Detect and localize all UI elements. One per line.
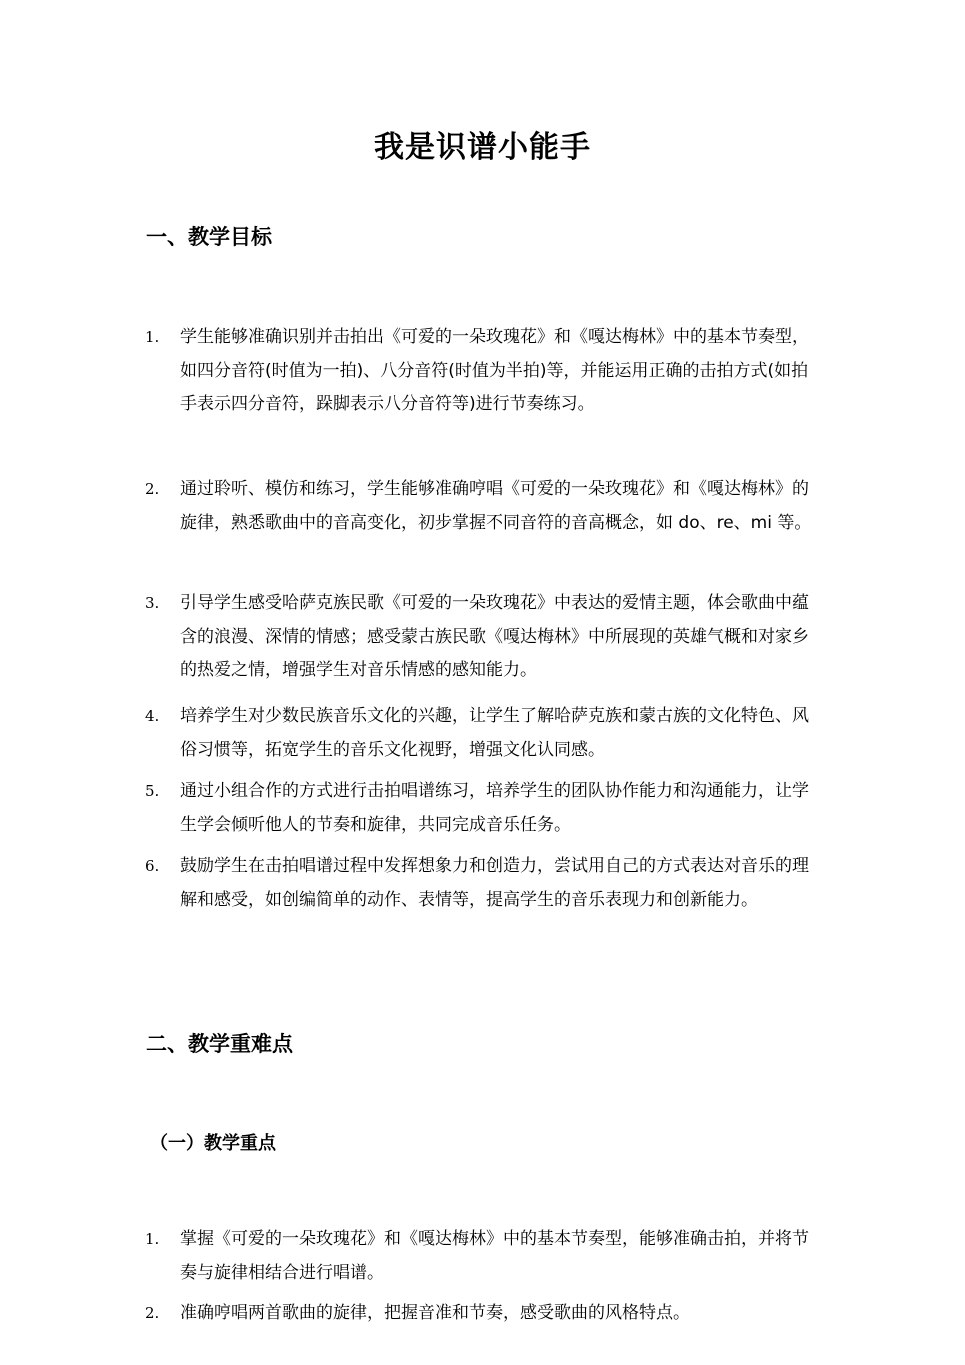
list-item: [145, 700, 825, 767]
list-number: 6.: [145, 857, 160, 875]
list-number: 2.: [145, 480, 160, 498]
list-text: 学生能够准确识别并击拍出《可爱的一朵玫瑰花》和《嘎达梅林》中的基本节奏型，如四分音符(时值为一拍)、八分音符(时值为半拍)等，并能运用正确的击拍方式(如拍手表示四分音符，跺脚表示八分音符等)进行节奏练习。: [180, 327, 809, 414]
list-text: 引导学生感受哈萨克族民歌《可爱的一朵玫瑰花》中表达的爱情主题，体会歌曲中蕴含的浪漫、深情的情感；感受蒙古族民歌《嘎达梅林》中所展现的英雄气概和对家乡的热爱之情，增强学生对音乐情感的感知能力。: [180, 593, 809, 680]
section-heading-key-points: 二、教学重难点: [146, 1032, 293, 1056]
list-text: 培养学生对少数民族音乐文化的兴趣，让学生了解哈萨克族和蒙古族的文化特色、风俗习惯等，拓宽学生的音乐文化视野，增强文化认同感。: [180, 706, 809, 760]
list-number: 5.: [145, 782, 160, 800]
list-item: [145, 850, 825, 917]
list-item: [145, 321, 825, 422]
list-text: 准确哼唱两首歌曲的旋律，把握音准和节奏，感受歌曲的风格特点。: [180, 1303, 690, 1323]
list-number: 4.: [145, 707, 160, 725]
section-heading-objectives: 一、教学目标: [146, 225, 272, 249]
list-number: 3.: [145, 594, 160, 612]
document-title: 我是识谱小能手: [374, 130, 591, 165]
list-item: [145, 473, 825, 540]
list-text: 掌握《可爱的一朵玫瑰花》和《嘎达梅林》中的基本节奏型，能够准确击拍，并将节奏与旋律相结合进行唱谱。: [180, 1229, 809, 1283]
list-number: 1.: [145, 328, 160, 346]
list-item: [145, 1223, 825, 1290]
list-text: 通过聆听、模仿和练习，学生能够准确哼唱《可爱的一朵玫瑰花》和《嘎达梅林》的旋律，熟悉歌曲中的音高变化，初步掌握不同音符的音高概念，如 do、re、mi 等。: [180, 479, 812, 533]
list-item: [145, 587, 825, 688]
list-number: 1.: [145, 1230, 160, 1248]
list-number: 2.: [145, 1304, 160, 1322]
list-text: 通过小组合作的方式进行击拍唱谱练习，培养学生的团队协作能力和沟通能力，让学生学会倾听他人的节奏和旋律，共同完成音乐任务。: [180, 781, 809, 835]
list-item: [145, 1297, 825, 1331]
list-text: 鼓励学生在击拍唱谱过程中发挥想象力和创造力，尝试用自己的方式表达对音乐的理解和感受，如创编简单的动作、表情等，提高学生的音乐表现力和创新能力。: [180, 856, 809, 910]
list-item: [145, 775, 825, 842]
subsection-heading-focus: （一）教学重点: [150, 1133, 276, 1154]
